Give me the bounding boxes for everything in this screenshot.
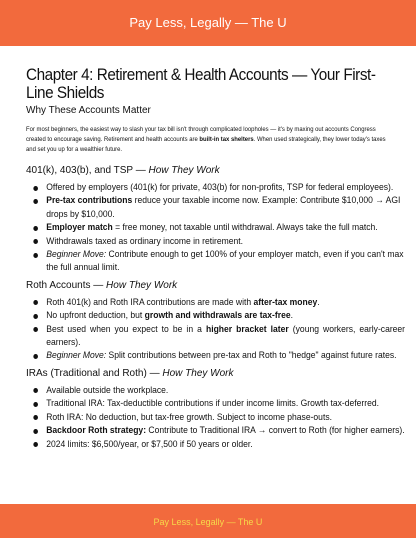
section-roth-list	[26, 296, 406, 363]
list-item-text: Roth IRA: No deduction, but tax-free growth. Subject to income phase-outs.	[46, 411, 332, 422]
list-item-emphasis: Beginner Move:	[46, 350, 107, 361]
section-401k	[26, 164, 404, 275]
page-content	[26, 65, 406, 455]
section-ira	[26, 367, 405, 451]
list-item	[26, 424, 405, 437]
section-401k-title	[26, 164, 394, 177]
list-item-emphasis: Beginner Move:	[46, 249, 107, 260]
list-item-bold: Employer match	[46, 222, 113, 233]
list-item-text: .	[290, 310, 293, 321]
section-roth-name: Roth Accounts —	[26, 279, 107, 291]
list-item	[26, 194, 405, 221]
list-item	[26, 349, 405, 362]
intro-bold: built-in tax shelters	[199, 136, 254, 143]
list-item	[26, 323, 405, 350]
list-item	[26, 411, 405, 424]
list-item-text: Roth 401(k) and Roth IRA contributions are made with	[46, 296, 254, 307]
chapter-subtitle: Why These Accounts Matter	[26, 105, 151, 116]
list-item-text: reduce your taxable income now. Example: Contribute $10,000 → AGI drops by $10,000.	[46, 195, 401, 219]
list-item-bold: higher bracket later	[205, 323, 289, 334]
list-item-bold: Backdoor Roth strategy:	[46, 425, 147, 436]
list-item-bold: Pre-tax contributions	[46, 195, 133, 206]
footer-band	[0, 504, 416, 538]
list-item-bold: after-tax money	[253, 296, 318, 307]
section-401k-how: How They Work	[148, 165, 220, 176]
header-band	[0, 0, 416, 46]
list-item-text: = free money, not taxable until withdrawal. Always take the full match.	[112, 222, 378, 233]
section-roth	[26, 279, 406, 363]
list-item-text: Withdrawals taxed as ordinary income in retirement.	[46, 235, 244, 246]
list-item	[26, 397, 405, 410]
list-item-text: Offered by employers (401(k) for private, 403(b) for non-profits, TSP for federal employees).	[46, 182, 394, 192]
section-401k-name: 401(k), 403(b), and TSP —	[26, 165, 149, 176]
list-item	[26, 221, 405, 234]
list-item-text: .	[317, 296, 320, 307]
intro-paragraph	[26, 125, 393, 155]
list-item	[26, 309, 405, 322]
footer-title: Pay Less, Legally — The U	[153, 517, 263, 527]
list-item	[26, 296, 405, 309]
list-item-text: 2024 limits: $6,500/year, or $7,500 if 50 years or older.	[46, 438, 253, 449]
section-ira-how: How They Work	[162, 367, 234, 379]
intro-text-a: For most beginners, the easiest way to slash your tax bill isn't through complicated loopholes — it's by maxing out accounts Congress created to encourage saving. Retirement and health accounts are	[26, 126, 376, 143]
section-ira-title	[26, 367, 394, 380]
list-item	[26, 248, 405, 275]
header-title: Pay Less, Legally — The U	[129, 15, 287, 30]
list-item	[26, 235, 405, 248]
intro-text-b: . When used strategically, they lower today's taxes and set you up for a wealthier future.	[26, 136, 386, 153]
chapter-title: Chapter 4: Retirement & Health Accounts — Your First-Line Shields	[26, 65, 376, 102]
list-item-text: Traditional IRA: Tax-deductible contributions if under income limits. Growth tax-deferred.	[46, 398, 380, 409]
section-roth-title	[26, 279, 394, 292]
list-item-text: No upfront deduction, but	[46, 310, 145, 321]
list-item-text: (young workers, early-career earners).	[46, 323, 406, 348]
list-item-text: Best used when you expect to be in a	[46, 323, 206, 334]
list-item	[26, 384, 405, 397]
list-item-text: Contribute to Traditional IRA → convert to Roth (for higher earners).	[146, 425, 405, 436]
list-item-bold: growth and withdrawals are tax-free	[144, 310, 291, 321]
list-item	[26, 438, 405, 451]
list-item-text: Contribute enough to get 100% of your employer match, even if you can't max the full annual limit.	[46, 249, 404, 273]
section-ira-name: IRAs (Traditional and Roth) —	[26, 367, 163, 379]
list-item-text: Split contributions between pre-tax and Roth to "hedge" against future rates.	[106, 350, 397, 361]
section-ira-list	[26, 384, 405, 451]
list-item-text: Available outside the workplace.	[46, 384, 169, 395]
section-401k-list	[26, 181, 404, 275]
section-roth-how: How They Work	[106, 279, 178, 291]
list-item	[26, 181, 405, 194]
